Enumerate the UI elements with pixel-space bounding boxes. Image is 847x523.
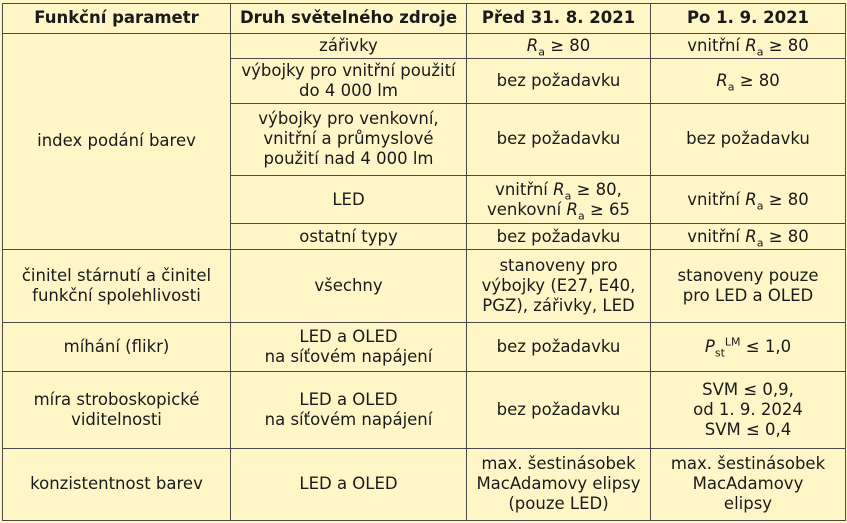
value-prefix: venkovní [486, 199, 567, 219]
value-text: ≥ 80 [763, 35, 809, 55]
value-text: ≥ 80 [544, 35, 591, 55]
ra-subscript: a [564, 188, 572, 202]
after-cell [651, 371, 846, 448]
table-row [3, 371, 846, 448]
value-line: stanoveny pouze [677, 266, 819, 286]
source-cell [231, 103, 467, 175]
value-line: elipsy [723, 494, 773, 514]
value-line: SVM ≤ 0,4 [704, 419, 792, 439]
after-cell [651, 250, 846, 323]
param-cell-stroboscopic [3, 371, 231, 448]
ra-symbol: R [745, 226, 757, 246]
value-prefix: vnitřní [687, 35, 746, 55]
ra-symbol: R [745, 189, 757, 209]
value-prefix: vnitřní [495, 179, 554, 199]
source-cell: LED a OLED [231, 448, 467, 520]
source-text: zářivky [319, 35, 378, 55]
source-cell: všechny [231, 250, 467, 323]
param-cell-color-rendering [3, 33, 231, 249]
before-cell: bez požadavku [467, 371, 651, 448]
before-cell: bez požadavku [467, 323, 651, 371]
value-line: max. šestinásobek [481, 454, 636, 474]
ra-subscript: a [577, 208, 585, 222]
param-cell-flicker: míhání (flikr) [3, 323, 231, 371]
source-cell [231, 33, 467, 58]
value-prefix: vnitřní [687, 189, 746, 209]
ra-symbol: R [553, 179, 565, 199]
before-cell [467, 175, 651, 223]
source-cell: LED [231, 175, 467, 223]
after-cell [651, 175, 846, 223]
table-row [3, 448, 846, 520]
value-prefix: vnitřní [687, 226, 746, 246]
ra-subscript: a [727, 80, 735, 94]
value-line: MacAdamovy elipsy [476, 474, 641, 494]
param-cell-color-consistency: konzistentnost barev [3, 448, 231, 520]
source-line: vnitřní a průmyslové [263, 129, 434, 149]
ra-subscript: a [538, 45, 545, 58]
pst-subscript: st [714, 346, 725, 360]
value-line: (pouze LED) [508, 494, 609, 514]
value-text: ≥ 80 [763, 226, 809, 246]
header-row [3, 4, 846, 34]
before-cell: bez požadavku [467, 58, 651, 103]
ra-symbol: R [745, 35, 757, 55]
table-row [3, 250, 846, 323]
value-text: ≥ 65 [584, 199, 631, 219]
param-text: index podání barev [37, 131, 196, 151]
before-cell: bez požadavku [467, 224, 651, 250]
source-line: výbojky pro venkovní, [258, 109, 439, 129]
after-cell [651, 224, 846, 250]
after-cell [651, 33, 846, 58]
table-row [3, 33, 846, 58]
ra-subscript: a [756, 236, 764, 249]
ra-subscript: a [756, 45, 764, 58]
value-line: PGZ), zářivky, LED [482, 296, 635, 316]
pst-superscript: LM [724, 335, 741, 349]
param-line: činitel stárnutí a činitel [21, 266, 212, 286]
param-line: viditelnosti [71, 409, 162, 429]
table-row [3, 323, 846, 371]
source-line: použití nad 4 000 lm [263, 149, 434, 169]
param-line: míra stroboskopické [33, 389, 200, 409]
value-line: MacAdamovy [692, 474, 804, 494]
ra-symbol: R [566, 199, 578, 219]
source-line: LED a OLED [299, 326, 398, 346]
pst-symbol: P [704, 336, 715, 356]
source-cell [231, 323, 467, 371]
requirements-table [2, 3, 846, 521]
source-cell [231, 371, 467, 448]
value-line: pro LED a OLED [682, 286, 814, 306]
value-line: stanoveny pro [499, 256, 618, 276]
before-cell [467, 250, 651, 323]
source-line: na síťovém napájení [264, 409, 433, 429]
source-cell: ostatní typy [231, 224, 467, 250]
header-functional-parameter: Funkční parametr [3, 4, 231, 34]
header-after-date: Po 1. 9. 2021 [651, 4, 846, 34]
after-cell: bez požadavku [651, 103, 846, 175]
after-cell [651, 448, 846, 520]
after-cell [651, 323, 846, 371]
source-line: do 4 000 lm [299, 80, 398, 100]
value-text: ≥ 80 [763, 189, 809, 209]
source-line: výbojky pro vnitřní použití [241, 60, 456, 80]
param-cell-aging-factor [3, 250, 231, 323]
source-line: na síťovém napájení [264, 346, 433, 366]
before-cell: bez požadavku [467, 103, 651, 175]
source-cell [231, 58, 467, 103]
source-line: LED a OLED [299, 389, 398, 409]
value-line: výbojky (E27, E40, [481, 276, 636, 296]
after-cell [651, 58, 846, 103]
value-line: max. šestinásobek [670, 454, 826, 474]
ra-symbol: R [716, 70, 728, 90]
value-line: SVM ≤ 0,9, [702, 379, 794, 399]
ra-subscript: a [756, 198, 764, 212]
param-line: funkční spolehlivosti [32, 286, 201, 306]
value-text: ≥ 80 [734, 70, 780, 90]
before-cell [467, 33, 651, 58]
ra-symbol: R [526, 35, 539, 55]
before-cell [467, 448, 651, 520]
value-line: od 1. 9. 2024 [693, 399, 803, 419]
header-light-source-type: Druh světelného zdroje [231, 4, 467, 34]
header-before-date: Před 31. 8. 2021 [467, 4, 651, 34]
value-text: ≥ 80, [571, 179, 622, 199]
value-text: ≤ 1,0 [740, 336, 792, 356]
